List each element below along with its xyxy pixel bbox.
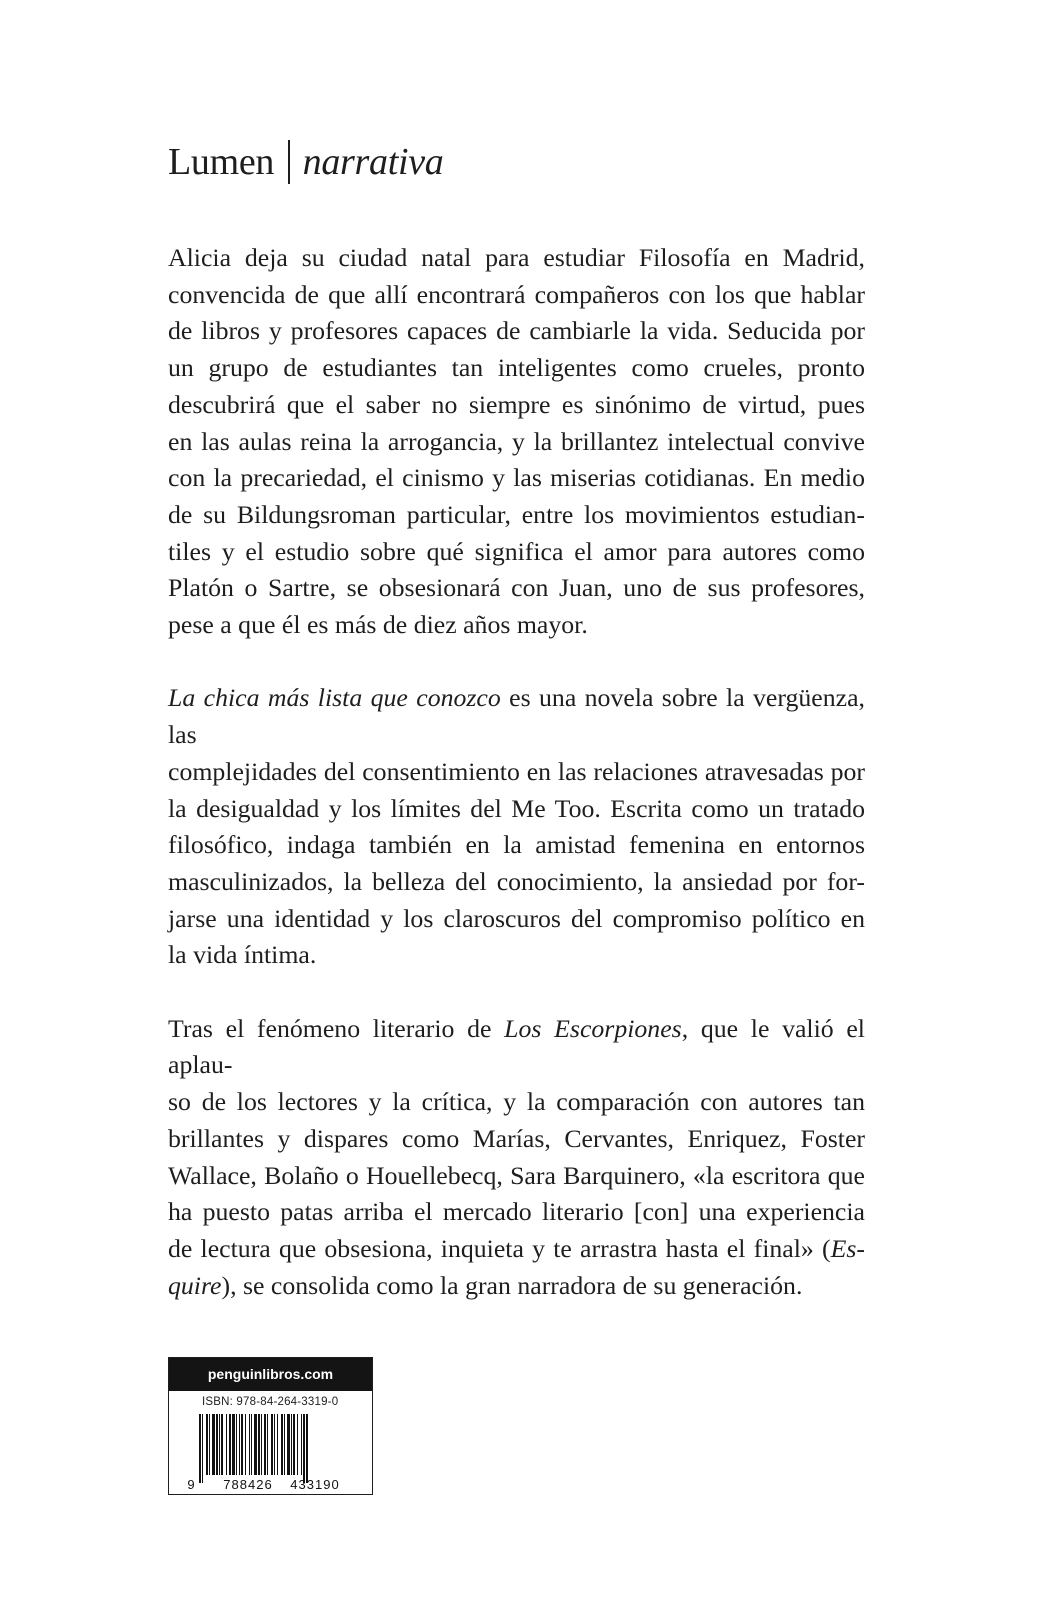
barcode-bar xyxy=(239,1414,240,1475)
barcode-bar xyxy=(291,1414,292,1475)
text-line: con la precariedad, el cinismo y las miserias cotidianas. En medio xyxy=(168,463,865,493)
text-line: masculinizados, la belleza del conocimiento, la ansiedad por for- xyxy=(168,866,865,896)
barcode-bar xyxy=(229,1414,231,1475)
barcode-bar xyxy=(303,1414,305,1483)
text-line: filosófico, indaga también en la amistad femenina en entornos xyxy=(168,830,865,860)
previous-book-title: Los Escorpiones xyxy=(504,1013,682,1043)
barcode-digits-left: 788426 xyxy=(223,1477,273,1492)
text-line: Alicia deja su ciudad natal para estudiar Filosofía en Madrid, xyxy=(168,243,865,272)
barcode-bar xyxy=(251,1414,252,1475)
text-line: convencida de que allí encontrará compañeros con los que hablar xyxy=(168,279,865,309)
text-line: brillantes y dispares como Marías, Cervantes, Enriquez, Foster xyxy=(168,1123,865,1153)
text-fragment: ), se consolida como la gran narradora de su generación. xyxy=(221,1270,803,1300)
publisher-name: Lumen xyxy=(168,141,275,183)
publisher-website: penguinlibros.com xyxy=(169,1358,372,1391)
text-line: complejidades del consentimiento en las relaciones atravesadas por xyxy=(168,756,865,786)
barcode-bar xyxy=(226,1414,227,1475)
text-line: Wallace, Bolaño o Houellebecq, Sara Barquinero, «la escritora que xyxy=(168,1160,865,1190)
barcode-bar xyxy=(232,1414,235,1475)
barcode-bar xyxy=(267,1414,268,1475)
barcode-bar xyxy=(219,1414,220,1475)
barcode-bar xyxy=(271,1414,273,1475)
blurb-paragraph-synopsis xyxy=(168,240,865,644)
back-cover-blurb xyxy=(168,240,865,1304)
text-fragment: es una novela sobre la vergüenza, las xyxy=(168,683,865,750)
isbn-number: ISBN: 978-84-264-3319-0 xyxy=(202,1396,339,1408)
text-fragment: , que le valió el aplau- xyxy=(168,1013,865,1080)
text-fragment: Tras el fenómeno literario de xyxy=(168,1013,505,1043)
text-line: la vida íntima. xyxy=(168,940,317,970)
barcode-bar xyxy=(249,1414,250,1475)
barcode-bar xyxy=(264,1414,266,1475)
barcode-bar xyxy=(202,1414,203,1483)
text-line xyxy=(168,1268,865,1305)
text-line xyxy=(168,680,865,753)
text-line: la desigualdad y los límites del Me Too. Escrita como un tratado xyxy=(168,793,865,823)
barcode-bar xyxy=(216,1414,218,1475)
text-line: so de los lectores y la crítica, y la comparación con autores tan xyxy=(168,1087,865,1117)
text-line: de su Bildungsroman particular, entre los movimientos estudian- xyxy=(168,499,865,529)
barcode-bar xyxy=(212,1414,215,1475)
text-line: un grupo de estudiantes tan inteligentes como crueles, pronto xyxy=(168,353,865,383)
text-fragment: de lectura que obsesiona, inquieta y te arrastra hasta el final» ( xyxy=(168,1233,831,1263)
barcode-bar xyxy=(277,1414,278,1475)
barcode-digits-right: 433190 xyxy=(290,1477,340,1492)
text-line: en las aulas reina la arrogancia, y la brillantez intelectual convive xyxy=(168,426,865,456)
barcode-graphic xyxy=(169,1358,371,1493)
barcode-bar xyxy=(301,1414,302,1475)
barcode-bar xyxy=(236,1414,237,1475)
barcode-bar xyxy=(206,1414,208,1475)
text-line: pese a que él es más de diez años mayor. xyxy=(168,610,588,640)
barcode-bar xyxy=(258,1414,260,1475)
imprint-divider xyxy=(288,140,290,184)
barcode-bar xyxy=(293,1414,295,1475)
barcode-bar xyxy=(284,1414,285,1475)
barcode-bar xyxy=(209,1414,210,1475)
barcode-bar xyxy=(199,1414,201,1483)
isbn-barcode-box xyxy=(168,1357,373,1495)
publisher-imprint xyxy=(168,142,444,184)
barcode-bar xyxy=(287,1414,290,1475)
blurb-paragraph-author xyxy=(168,1011,865,1305)
text-line xyxy=(168,1231,865,1268)
magazine-name-part: quire xyxy=(168,1270,222,1300)
text-line: tiles y el estudio sobre qué significa el amor para autores como xyxy=(168,536,865,566)
text-line xyxy=(168,1011,865,1084)
barcode-bar xyxy=(254,1414,257,1475)
barcode-digit-first: 9 xyxy=(187,1477,195,1492)
text-line: descubrirá que el saber no siempre es sinónimo de virtud, pues xyxy=(168,389,865,419)
barcode-bar xyxy=(261,1414,262,1475)
barcode-bar xyxy=(306,1414,308,1483)
text-line: jarse una identidad y los claroscuros del compromiso político en xyxy=(168,903,865,933)
magazine-name-part: Es- xyxy=(830,1233,865,1263)
barcode-bar xyxy=(274,1414,275,1475)
barcode-bar xyxy=(281,1414,283,1475)
text-line: ha puesto patas arriba el mercado literario [con] una experiencia xyxy=(168,1197,865,1227)
barcode-bar xyxy=(245,1414,246,1475)
barcode-bar xyxy=(297,1414,298,1475)
book-title: La chica más lista que conozco xyxy=(168,683,501,713)
text-line: Platón o Sartre, se obsesionará con Juan, uno de sus profesores, xyxy=(168,573,865,603)
text-line: de libros y profesores capaces de cambiarle la vida. Seducida por xyxy=(168,316,865,346)
collection-name: narrativa xyxy=(302,141,444,183)
barcode-bar xyxy=(241,1414,243,1475)
blurb-paragraph-themes xyxy=(168,680,865,974)
barcode-bar xyxy=(221,1414,223,1475)
